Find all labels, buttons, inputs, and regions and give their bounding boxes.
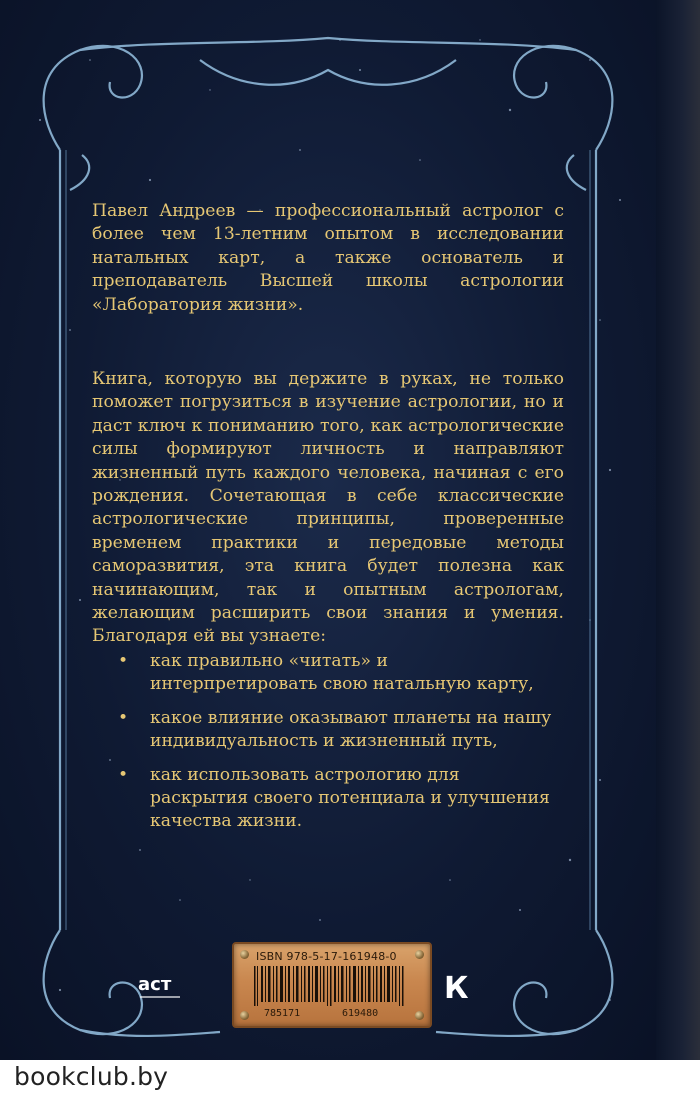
rivet-icon xyxy=(240,1011,249,1020)
list-item: • как использовать астрологию для раскрытия своего потенциала и улучшения качества жизни. xyxy=(118,764,558,834)
barcode-digits-right: 619480 xyxy=(342,1008,379,1019)
barcode xyxy=(252,966,412,1006)
benefits-list xyxy=(118,650,558,844)
watermark-url: bookclub.by xyxy=(14,1062,169,1091)
isbn-number: ISBN 978-5-17-161948-0 xyxy=(256,950,397,963)
author-bio: Павел Андреев — профессиональный астролог с более чем 13-летним опытом в исследовании натальных карт, а также основатель и преподаватель Высшей школы астрологии «Лаборатория жизни». xyxy=(92,201,564,315)
barcode-digits-left: 785171 xyxy=(264,1008,301,1019)
rivet-icon xyxy=(415,950,424,959)
k-publisher-logo xyxy=(440,968,474,1004)
list-item: • какое влияние оказывают планеты на нашу индивидуальность и жизненный путь, xyxy=(118,707,558,754)
rivet-icon xyxy=(240,950,249,959)
ast-publisher-logo xyxy=(134,964,194,1008)
ast-logo-text: аст xyxy=(138,974,172,995)
rivet-icon xyxy=(415,1011,424,1020)
list-item: • как правильно «читать» и интерпретировать свою натальную карту, xyxy=(118,650,558,697)
k-logo-text: К xyxy=(444,971,469,1004)
book-edge xyxy=(656,0,700,1060)
book-description: Книга, которую вы держите в руках, не только поможет погрузиться в изучение астрологии, но и даст ключ к пониманию того, как астрологические силы формируют личность и направляют жизненный путь каждого человека, начиная с его рождения. Сочетающая в себе классические астрологические принципы, проверенные временем практики и передовые методы саморазвития, эта книга будет полезна как начинающим, так и опытным астрологам, желающим расширить свои знания и умения. Благодаря ей вы узнаете: xyxy=(92,369,564,647)
barcode-plate xyxy=(232,942,432,1028)
